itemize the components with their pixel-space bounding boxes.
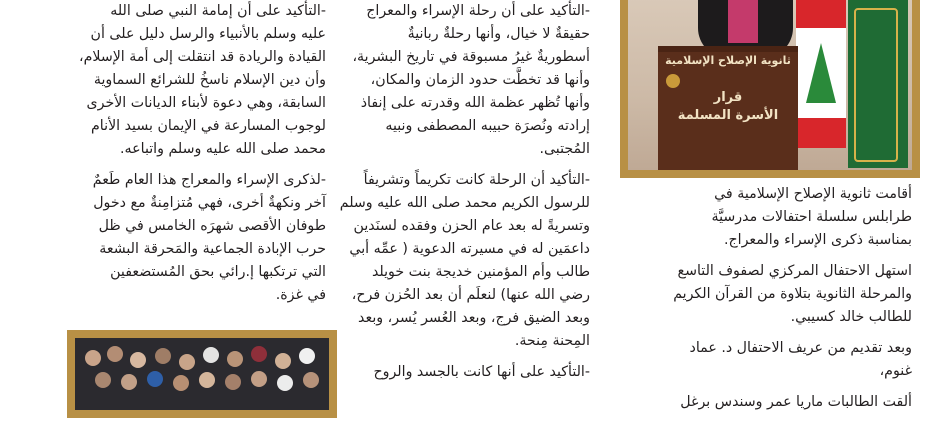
- text-line: رضي الله عنها) لنعلَم أن بعد الحُزن فرح،: [351, 287, 590, 303]
- text-line: السابقة، وهي دعوة لأبناء الديانات الأخرى: [86, 95, 326, 111]
- paragraph: [68, 0, 326, 161]
- text-line: وأنها تُظهر عظمة الله وقدرته على إنفاذ: [360, 95, 590, 111]
- audience-member: [95, 372, 111, 388]
- audience-member: [179, 354, 195, 370]
- paragraph: [620, 391, 912, 414]
- audience-photo-image: [75, 338, 329, 410]
- audience-member: [251, 346, 267, 362]
- text-line: عليه وسلم بالأنبياء والرسل دليل على أن: [90, 26, 326, 42]
- audience-member: [225, 374, 241, 390]
- text-line: للرسول الكريم محمد صلى الله عليه وسلم: [339, 195, 590, 211]
- podium-school-name: ثانوية الإصلاح الإسلامية: [665, 54, 791, 67]
- audience-crowd: [75, 338, 329, 410]
- text-line: وتسريةً له بعد عام الحزن وفقده لسنَدين: [353, 218, 590, 234]
- speaker-scarf: [728, 0, 758, 43]
- text-line: طرابلس سلسلة احتفالات مدرسيَّة: [711, 209, 912, 225]
- text-line: استهل الاحتفال المركزي لصفوف التاسع: [677, 263, 912, 279]
- paragraph: [620, 183, 912, 252]
- text-line: أسطوريةٌ غيرُ مسبوقة في تاريخ البشرية،: [352, 49, 590, 65]
- text-line: لوجوب المسارعة في الإيمان بسيد الأنام: [91, 118, 326, 134]
- school-logo-icon: [666, 74, 680, 88]
- text-line: -لذكرى الإسراء والمعراج هذا العام طَعمٌ: [92, 172, 326, 188]
- audience-member: [173, 375, 189, 391]
- paragraph: [620, 337, 912, 383]
- audience-member: [85, 350, 101, 366]
- flag-red-band-bottom: [796, 118, 846, 148]
- text-line: -التأكيد على أن إمامة النبي صلى الله: [110, 3, 326, 19]
- text-line: -التأكيد على أن رحلة الإسراء والمعراج: [366, 3, 590, 19]
- article-column-right: [620, 183, 912, 422]
- audience-member: [199, 372, 215, 388]
- paragraph: [344, 0, 590, 161]
- text-line: طالب وأم المؤمنين خديجة بنت خويلد: [371, 264, 590, 280]
- text-line: محمد صلى الله عليه وسلم واتباعه.: [120, 141, 326, 157]
- lebanese-flag: [796, 0, 846, 148]
- text-line: إرادته ونُصرَة حبيبه المصطفى ونبيه: [385, 118, 590, 134]
- text-line: داعمَين له في مسيرته الدعوية ( عمِّه أبي: [349, 241, 590, 257]
- text-line: ألقت الطالبات ماريا عمر وسندس برغل: [680, 394, 912, 410]
- audience-photo: [67, 330, 337, 418]
- text-line: المِحنة مِنحة.: [514, 333, 590, 349]
- banner-emblem: [854, 8, 898, 162]
- text-line: طوفان الأقصى شهرَه الخامس في ظل: [98, 218, 326, 234]
- text-line: حقيقةٌ لا خيال، وأنها رحلةٌ ربانيةٌ: [407, 26, 590, 42]
- text-line: وأن دين الإسلام ناسخُ للشرائع السماوية: [93, 72, 326, 88]
- podium-caption-line2: الأسرة المسلمة: [677, 108, 779, 123]
- text-line: آخر ونكهةٌ أخرى، فهي مُتزامِنةٌ مع دخول: [93, 195, 326, 211]
- podium: [658, 46, 798, 170]
- ceremony-photo-image: [628, 0, 912, 170]
- audience-member: [147, 371, 163, 387]
- text-line: وبعد تقديم من عريف الاحتفال د. عماد: [689, 340, 912, 356]
- green-banner: [848, 0, 908, 168]
- paragraph: [339, 169, 590, 353]
- text-line: في غزة.: [275, 287, 326, 303]
- article-column-middle: [339, 0, 590, 392]
- podium-caption-line1: قرار: [713, 90, 743, 105]
- text-line: حرب الإبادة الجماعية والمَحرقة البشعة: [99, 241, 326, 257]
- text-line: للطالب خالد كسيبي.: [790, 309, 912, 325]
- paragraph: [344, 361, 590, 384]
- text-line: -التأكيد أن الرحلة كانت تكريماً وتشريفاً: [363, 172, 590, 188]
- audience-member: [155, 348, 171, 364]
- audience-member: [107, 346, 123, 362]
- audience-member: [277, 375, 293, 391]
- text-line: بمناسبة ذكرى الإسراء والمعراج.: [723, 232, 912, 248]
- audience-member: [130, 352, 146, 368]
- text-line: والمرحلة الثانوية بتلاوة من القرآن الكريم: [673, 286, 912, 302]
- ceremony-photo: [620, 0, 920, 178]
- text-line: المُجتبى.: [539, 141, 590, 157]
- audience-member: [275, 353, 291, 369]
- cedar-tree-icon: [806, 43, 836, 103]
- audience-member: [121, 374, 137, 390]
- flag-red-band-top: [796, 0, 846, 28]
- text-line: وبعد الضيق فرج، وبعد العُسر يُسر، وبعد: [358, 310, 590, 326]
- text-line: أقامت ثانوية الإصلاح الإسلامية في: [714, 186, 912, 202]
- paragraph: [68, 169, 326, 307]
- text-line: التي ترتكبها إ.رائي بحق المُستضعفين: [110, 264, 326, 280]
- text-line: غنوم،: [879, 363, 912, 379]
- audience-member: [203, 347, 219, 363]
- audience-member: [299, 348, 315, 364]
- text-line: وأنها قد تخطَّت حدود الزمان والمكان،: [370, 72, 590, 88]
- article-column-left: [68, 0, 326, 315]
- audience-member: [251, 371, 267, 387]
- text-line: القيادة والريادة قد انتقلت إلى أمة الإسلام،: [78, 49, 326, 65]
- audience-member: [303, 372, 319, 388]
- audience-member: [227, 351, 243, 367]
- text-line: -التأكيد على أنها كانت بالجسد والروح: [373, 364, 590, 380]
- paragraph: [620, 260, 912, 329]
